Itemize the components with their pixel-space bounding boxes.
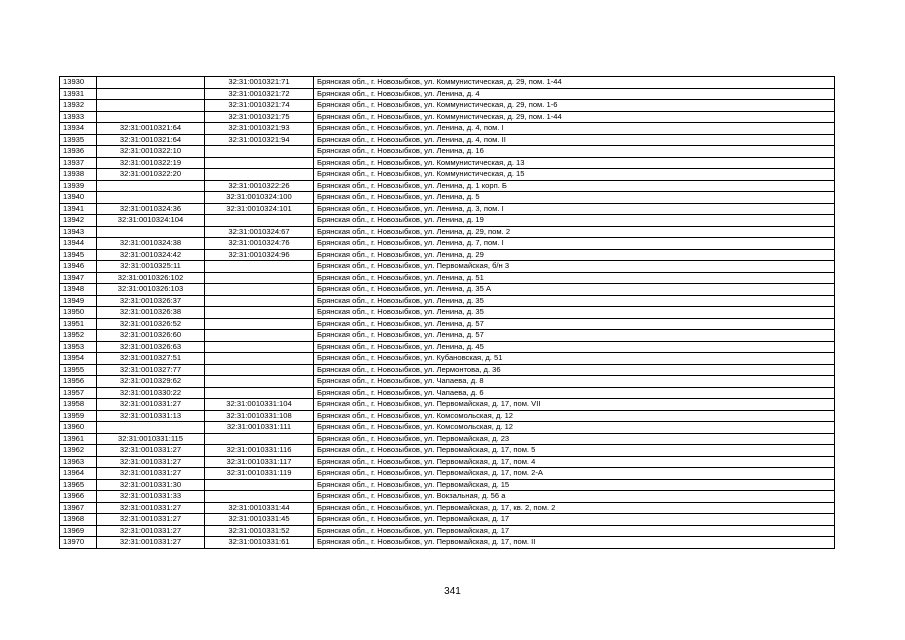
table-row — [60, 157, 835, 169]
address-cell: Брянская обл., г. Новозыбков, ул. Коммунистическая, д. 15 — [314, 169, 835, 181]
building-cadastral-number-cell: 32:31:0010324:76 — [205, 238, 314, 250]
row-number-cell: 13954 — [60, 353, 97, 365]
land-cadastral-number-cell: 32:31:0010331:27 — [97, 514, 205, 526]
building-cadastral-number-cell: 32:31:0010331:116 — [205, 445, 314, 457]
land-cadastral-number-cell: 32:31:0010322:10 — [97, 146, 205, 158]
address-cell: Брянская обл., г. Новозыбков, ул. Ленина, д. 29, пом. 2 — [314, 226, 835, 238]
land-cadastral-number-cell: 32:31:0010331:27 — [97, 502, 205, 514]
address-cell: Брянская обл., г. Новозыбков, ул. Ленина, д. 3, пом. I — [314, 203, 835, 215]
building-cadastral-number-cell: 32:31:0010324:100 — [205, 192, 314, 204]
building-cadastral-number-cell: 32:31:0010331:117 — [205, 456, 314, 468]
table-row — [60, 226, 835, 238]
table-row — [60, 146, 835, 158]
building-cadastral-number-cell — [205, 295, 314, 307]
table-row — [60, 318, 835, 330]
row-number-cell: 13961 — [60, 433, 97, 445]
address-cell: Брянская обл., г. Новозыбков, ул. Комсомольская, д. 12 — [314, 410, 835, 422]
land-cadastral-number-cell — [97, 422, 205, 434]
table-row — [60, 537, 835, 549]
building-cadastral-number-cell — [205, 157, 314, 169]
address-cell: Брянская обл., г. Новозыбков, ул. Чапаева, д. 6 — [314, 387, 835, 399]
address-cell: Брянская обл., г. Новозыбков, ул. Комсомольская, д. 12 — [314, 422, 835, 434]
row-number-cell: 13930 — [60, 77, 97, 89]
table-row — [60, 353, 835, 365]
row-number-cell: 13932 — [60, 100, 97, 112]
land-cadastral-number-cell: 32:31:0010331:27 — [97, 468, 205, 480]
address-cell: Брянская обл., г. Новозыбков, ул. Ленина, д. 45 — [314, 341, 835, 353]
land-cadastral-number-cell: 32:31:0010326:60 — [97, 330, 205, 342]
address-cell: Брянская обл., г. Новозыбков, ул. Кубановская, д. 51 — [314, 353, 835, 365]
building-cadastral-number-cell: 32:31:0010321:74 — [205, 100, 314, 112]
building-cadastral-number-cell — [205, 433, 314, 445]
table-row — [60, 433, 835, 445]
row-number-cell: 13935 — [60, 134, 97, 146]
land-cadastral-number-cell: 32:31:0010326:38 — [97, 307, 205, 319]
building-cadastral-number-cell: 32:31:0010321:94 — [205, 134, 314, 146]
row-number-cell: 13947 — [60, 272, 97, 284]
land-cadastral-number-cell — [97, 180, 205, 192]
table-row — [60, 111, 835, 123]
land-cadastral-number-cell: 32:31:0010330:22 — [97, 387, 205, 399]
row-number-cell: 13955 — [60, 364, 97, 376]
row-number-cell: 13958 — [60, 399, 97, 411]
building-cadastral-number-cell: 32:31:0010331:45 — [205, 514, 314, 526]
address-cell: Брянская обл., г. Новозыбков, ул. Первомайская, д. 17, пом. 2-А — [314, 468, 835, 480]
page-number: 341 — [444, 586, 461, 597]
address-cell: Брянская обл., г. Новозыбков, ул. Коммунистическая, д. 29, пом. 1-6 — [314, 100, 835, 112]
address-cell: Брянская обл., г. Новозыбков, ул. Первомайская, д. 17, кв. 2, пом. 2 — [314, 502, 835, 514]
row-number-cell: 13944 — [60, 238, 97, 250]
land-cadastral-number-cell: 32:31:0010326:102 — [97, 272, 205, 284]
building-cadastral-number-cell: 32:31:0010331:108 — [205, 410, 314, 422]
land-cadastral-number-cell: 32:31:0010331:27 — [97, 445, 205, 457]
address-cell: Брянская обл., г. Новозыбков, ул. Вокзальная, д. 56 а — [314, 491, 835, 503]
row-number-cell: 13951 — [60, 318, 97, 330]
building-cadastral-number-cell: 32:31:0010331:111 — [205, 422, 314, 434]
table-row — [60, 491, 835, 503]
land-cadastral-number-cell: 32:31:0010326:37 — [97, 295, 205, 307]
table-row — [60, 410, 835, 422]
address-cell: Брянская обл., г. Новозыбков, ул. Ленина, д. 35 — [314, 295, 835, 307]
land-cadastral-number-cell: 32:31:0010321:64 — [97, 134, 205, 146]
address-cell: Брянская обл., г. Новозыбков, ул. Ленина, д. 57 — [314, 318, 835, 330]
address-cell: Брянская обл., г. Новозыбков, ул. Ленина, д. 29 — [314, 249, 835, 261]
table-row — [60, 295, 835, 307]
building-cadastral-number-cell: 32:31:0010321:72 — [205, 88, 314, 100]
table-row — [60, 238, 835, 250]
table-row — [60, 307, 835, 319]
row-number-cell: 13963 — [60, 456, 97, 468]
row-number-cell: 13946 — [60, 261, 97, 273]
table-body — [60, 77, 835, 549]
land-cadastral-number-cell: 32:31:0010331:115 — [97, 433, 205, 445]
land-cadastral-number-cell — [97, 88, 205, 100]
row-number-cell: 13960 — [60, 422, 97, 434]
land-cadastral-number-cell: 32:31:0010321:64 — [97, 123, 205, 135]
table-row — [60, 445, 835, 457]
table-row — [60, 387, 835, 399]
building-cadastral-number-cell — [205, 284, 314, 296]
row-number-cell: 13968 — [60, 514, 97, 526]
land-cadastral-number-cell: 32:31:0010326:52 — [97, 318, 205, 330]
row-number-cell: 13938 — [60, 169, 97, 181]
table-row — [60, 192, 835, 204]
table-row — [60, 422, 835, 434]
address-cell: Брянская обл., г. Новозыбков, ул. Ленина, д. 1 корп. Б — [314, 180, 835, 192]
land-cadastral-number-cell: 32:31:0010324:36 — [97, 203, 205, 215]
building-cadastral-number-cell — [205, 261, 314, 273]
building-cadastral-number-cell: 32:31:0010331:61 — [205, 537, 314, 549]
address-cell: Брянская обл., г. Новозыбков, ул. Ленина, д. 19 — [314, 215, 835, 227]
building-cadastral-number-cell — [205, 146, 314, 158]
row-number-cell: 13950 — [60, 307, 97, 319]
address-cell: Брянская обл., г. Новозыбков, ул. Коммунистическая, д. 13 — [314, 157, 835, 169]
land-cadastral-number-cell — [97, 111, 205, 123]
building-cadastral-number-cell: 32:31:0010331:119 — [205, 468, 314, 480]
row-number-cell: 13967 — [60, 502, 97, 514]
address-cell: Брянская обл., г. Новозыбков, ул. Первомайская, д. 17, пом. VII — [314, 399, 835, 411]
land-cadastral-number-cell: 32:31:0010331:27 — [97, 525, 205, 537]
row-number-cell: 13957 — [60, 387, 97, 399]
table-row — [60, 88, 835, 100]
building-cadastral-number-cell — [205, 491, 314, 503]
address-cell: Брянская обл., г. Новозыбков, ул. Ленина, д. 5 — [314, 192, 835, 204]
table-row — [60, 261, 835, 273]
address-cell: Брянская обл., г. Новозыбков, ул. Ленина, д. 35 А — [314, 284, 835, 296]
address-cell: Брянская обл., г. Новозыбков, ул. Первомайская, д. 17, пом. II — [314, 537, 835, 549]
row-number-cell: 13934 — [60, 123, 97, 135]
row-number-cell: 13956 — [60, 376, 97, 388]
table-row — [60, 123, 835, 135]
table-row — [60, 479, 835, 491]
row-number-cell: 13970 — [60, 537, 97, 549]
land-cadastral-number-cell: 32:31:0010331:27 — [97, 399, 205, 411]
row-number-cell: 13952 — [60, 330, 97, 342]
table-row — [60, 468, 835, 480]
address-cell: Брянская обл., г. Новозыбков, ул. Первомайская, д. 17 — [314, 514, 835, 526]
table-row — [60, 284, 835, 296]
land-cadastral-number-cell — [97, 100, 205, 112]
address-cell: Брянская обл., г. Новозыбков, ул. Ленина, д. 4, пом. II — [314, 134, 835, 146]
building-cadastral-number-cell: 32:31:0010322:26 — [205, 180, 314, 192]
land-cadastral-number-cell: 32:31:0010331:27 — [97, 456, 205, 468]
address-cell: Брянская обл., г. Новозыбков, ул. Ленина, д. 57 — [314, 330, 835, 342]
address-cell: Брянская обл., г. Новозыбков, ул. Первомайская, д. 17, пом. 5 — [314, 445, 835, 457]
building-cadastral-number-cell: 32:31:0010331:104 — [205, 399, 314, 411]
building-cadastral-number-cell: 32:31:0010331:44 — [205, 502, 314, 514]
row-number-cell: 13953 — [60, 341, 97, 353]
land-cadastral-number-cell: 32:31:0010325:11 — [97, 261, 205, 273]
land-cadastral-number-cell: 32:31:0010331:30 — [97, 479, 205, 491]
address-cell: Брянская обл., г. Новозыбков, ул. Первомайская, д. 23 — [314, 433, 835, 445]
table-row — [60, 514, 835, 526]
address-cell: Брянская обл., г. Новозыбков, ул. Коммунистическая, д. 29, пом. 1-44 — [314, 77, 835, 89]
table-row — [60, 330, 835, 342]
building-cadastral-number-cell — [205, 330, 314, 342]
row-number-cell: 13962 — [60, 445, 97, 457]
row-number-cell: 13966 — [60, 491, 97, 503]
table-row — [60, 456, 835, 468]
row-number-cell: 13945 — [60, 249, 97, 261]
table-row — [60, 203, 835, 215]
building-cadastral-number-cell — [205, 215, 314, 227]
building-cadastral-number-cell — [205, 364, 314, 376]
land-cadastral-number-cell: 32:31:0010322:20 — [97, 169, 205, 181]
land-cadastral-number-cell: 32:31:0010331:13 — [97, 410, 205, 422]
building-cadastral-number-cell — [205, 169, 314, 181]
land-cadastral-number-cell — [97, 192, 205, 204]
row-number-cell: 13943 — [60, 226, 97, 238]
row-number-cell: 13931 — [60, 88, 97, 100]
row-number-cell: 13959 — [60, 410, 97, 422]
table-row — [60, 180, 835, 192]
building-cadastral-number-cell — [205, 387, 314, 399]
building-cadastral-number-cell: 32:31:0010321:71 — [205, 77, 314, 89]
table-row — [60, 134, 835, 146]
row-number-cell: 13933 — [60, 111, 97, 123]
land-cadastral-number-cell: 32:31:0010324:104 — [97, 215, 205, 227]
address-cell: Брянская обл., г. Новозыбков, ул. Ленина, д. 4, пом. I — [314, 123, 835, 135]
building-cadastral-number-cell: 32:31:0010324:67 — [205, 226, 314, 238]
row-number-cell: 13948 — [60, 284, 97, 296]
table-row — [60, 376, 835, 388]
land-cadastral-number-cell: 32:31:0010326:103 — [97, 284, 205, 296]
address-cell: Брянская обл., г. Новозыбков, ул. Ленина, д. 35 — [314, 307, 835, 319]
address-cell: Брянская обл., г. Новозыбков, ул. Первомайская, д. 15 — [314, 479, 835, 491]
row-number-cell: 13965 — [60, 479, 97, 491]
land-cadastral-number-cell: 32:31:0010327:51 — [97, 353, 205, 365]
address-cell: Брянская обл., г. Новозыбков, ул. Коммунистическая, д. 29, пом. 1-44 — [314, 111, 835, 123]
building-cadastral-number-cell — [205, 376, 314, 388]
table-row — [60, 341, 835, 353]
address-cell: Брянская обл., г. Новозыбков, ул. Ленина, д. 16 — [314, 146, 835, 158]
address-cell: Брянская обл., г. Новозыбков, ул. Ленина, д. 51 — [314, 272, 835, 284]
table-row — [60, 169, 835, 181]
address-cell: Брянская обл., г. Новозыбков, ул. Ленина, д. 4 — [314, 88, 835, 100]
land-cadastral-number-cell: 32:31:0010331:33 — [97, 491, 205, 503]
land-cadastral-number-cell: 32:31:0010324:42 — [97, 249, 205, 261]
building-cadastral-number-cell — [205, 353, 314, 365]
building-cadastral-number-cell: 32:31:0010324:101 — [205, 203, 314, 215]
row-number-cell: 13942 — [60, 215, 97, 227]
building-cadastral-number-cell: 32:31:0010331:52 — [205, 525, 314, 537]
table-row — [60, 364, 835, 376]
row-number-cell: 13937 — [60, 157, 97, 169]
address-cell: Брянская обл., г. Новозыбков, ул. Чапаева, д. 8 — [314, 376, 835, 388]
land-cadastral-number-cell: 32:31:0010324:38 — [97, 238, 205, 250]
land-cadastral-number-cell — [97, 226, 205, 238]
building-cadastral-number-cell: 32:31:0010321:93 — [205, 123, 314, 135]
table-row — [60, 525, 835, 537]
row-number-cell: 13936 — [60, 146, 97, 158]
address-cell: Брянская обл., г. Новозыбков, ул. Ленина, д. 7, пом. I — [314, 238, 835, 250]
land-cadastral-number-cell: 32:31:0010331:27 — [97, 537, 205, 549]
building-cadastral-number-cell: 32:31:0010321:75 — [205, 111, 314, 123]
cadastral-table — [59, 76, 835, 549]
building-cadastral-number-cell — [205, 341, 314, 353]
row-number-cell: 13941 — [60, 203, 97, 215]
table-row — [60, 272, 835, 284]
row-number-cell: 13940 — [60, 192, 97, 204]
table-row — [60, 100, 835, 112]
building-cadastral-number-cell — [205, 318, 314, 330]
land-cadastral-number-cell — [97, 77, 205, 89]
row-number-cell: 13939 — [60, 180, 97, 192]
building-cadastral-number-cell — [205, 307, 314, 319]
land-cadastral-number-cell: 32:31:0010322:19 — [97, 157, 205, 169]
table-row — [60, 77, 835, 89]
row-number-cell: 13964 — [60, 468, 97, 480]
row-number-cell: 13949 — [60, 295, 97, 307]
land-cadastral-number-cell: 32:31:0010327:77 — [97, 364, 205, 376]
building-cadastral-number-cell: 32:31:0010324:96 — [205, 249, 314, 261]
address-cell: Брянская обл., г. Новозыбков, ул. Лермонтова, д. 36 — [314, 364, 835, 376]
address-cell: Брянская обл., г. Новозыбков, ул. Первомайская, д. 17 — [314, 525, 835, 537]
building-cadastral-number-cell — [205, 272, 314, 284]
address-cell: Брянская обл., г. Новозыбков, ул. Первомайская, б/н 3 — [314, 261, 835, 273]
land-cadastral-number-cell: 32:31:0010326:63 — [97, 341, 205, 353]
table-row — [60, 249, 835, 261]
table-row — [60, 215, 835, 227]
table-row — [60, 502, 835, 514]
building-cadastral-number-cell — [205, 479, 314, 491]
row-number-cell: 13969 — [60, 525, 97, 537]
address-cell: Брянская обл., г. Новозыбков, ул. Первомайская, д. 17, пом. 4 — [314, 456, 835, 468]
land-cadastral-number-cell: 32:31:0010329:62 — [97, 376, 205, 388]
table-row — [60, 399, 835, 411]
